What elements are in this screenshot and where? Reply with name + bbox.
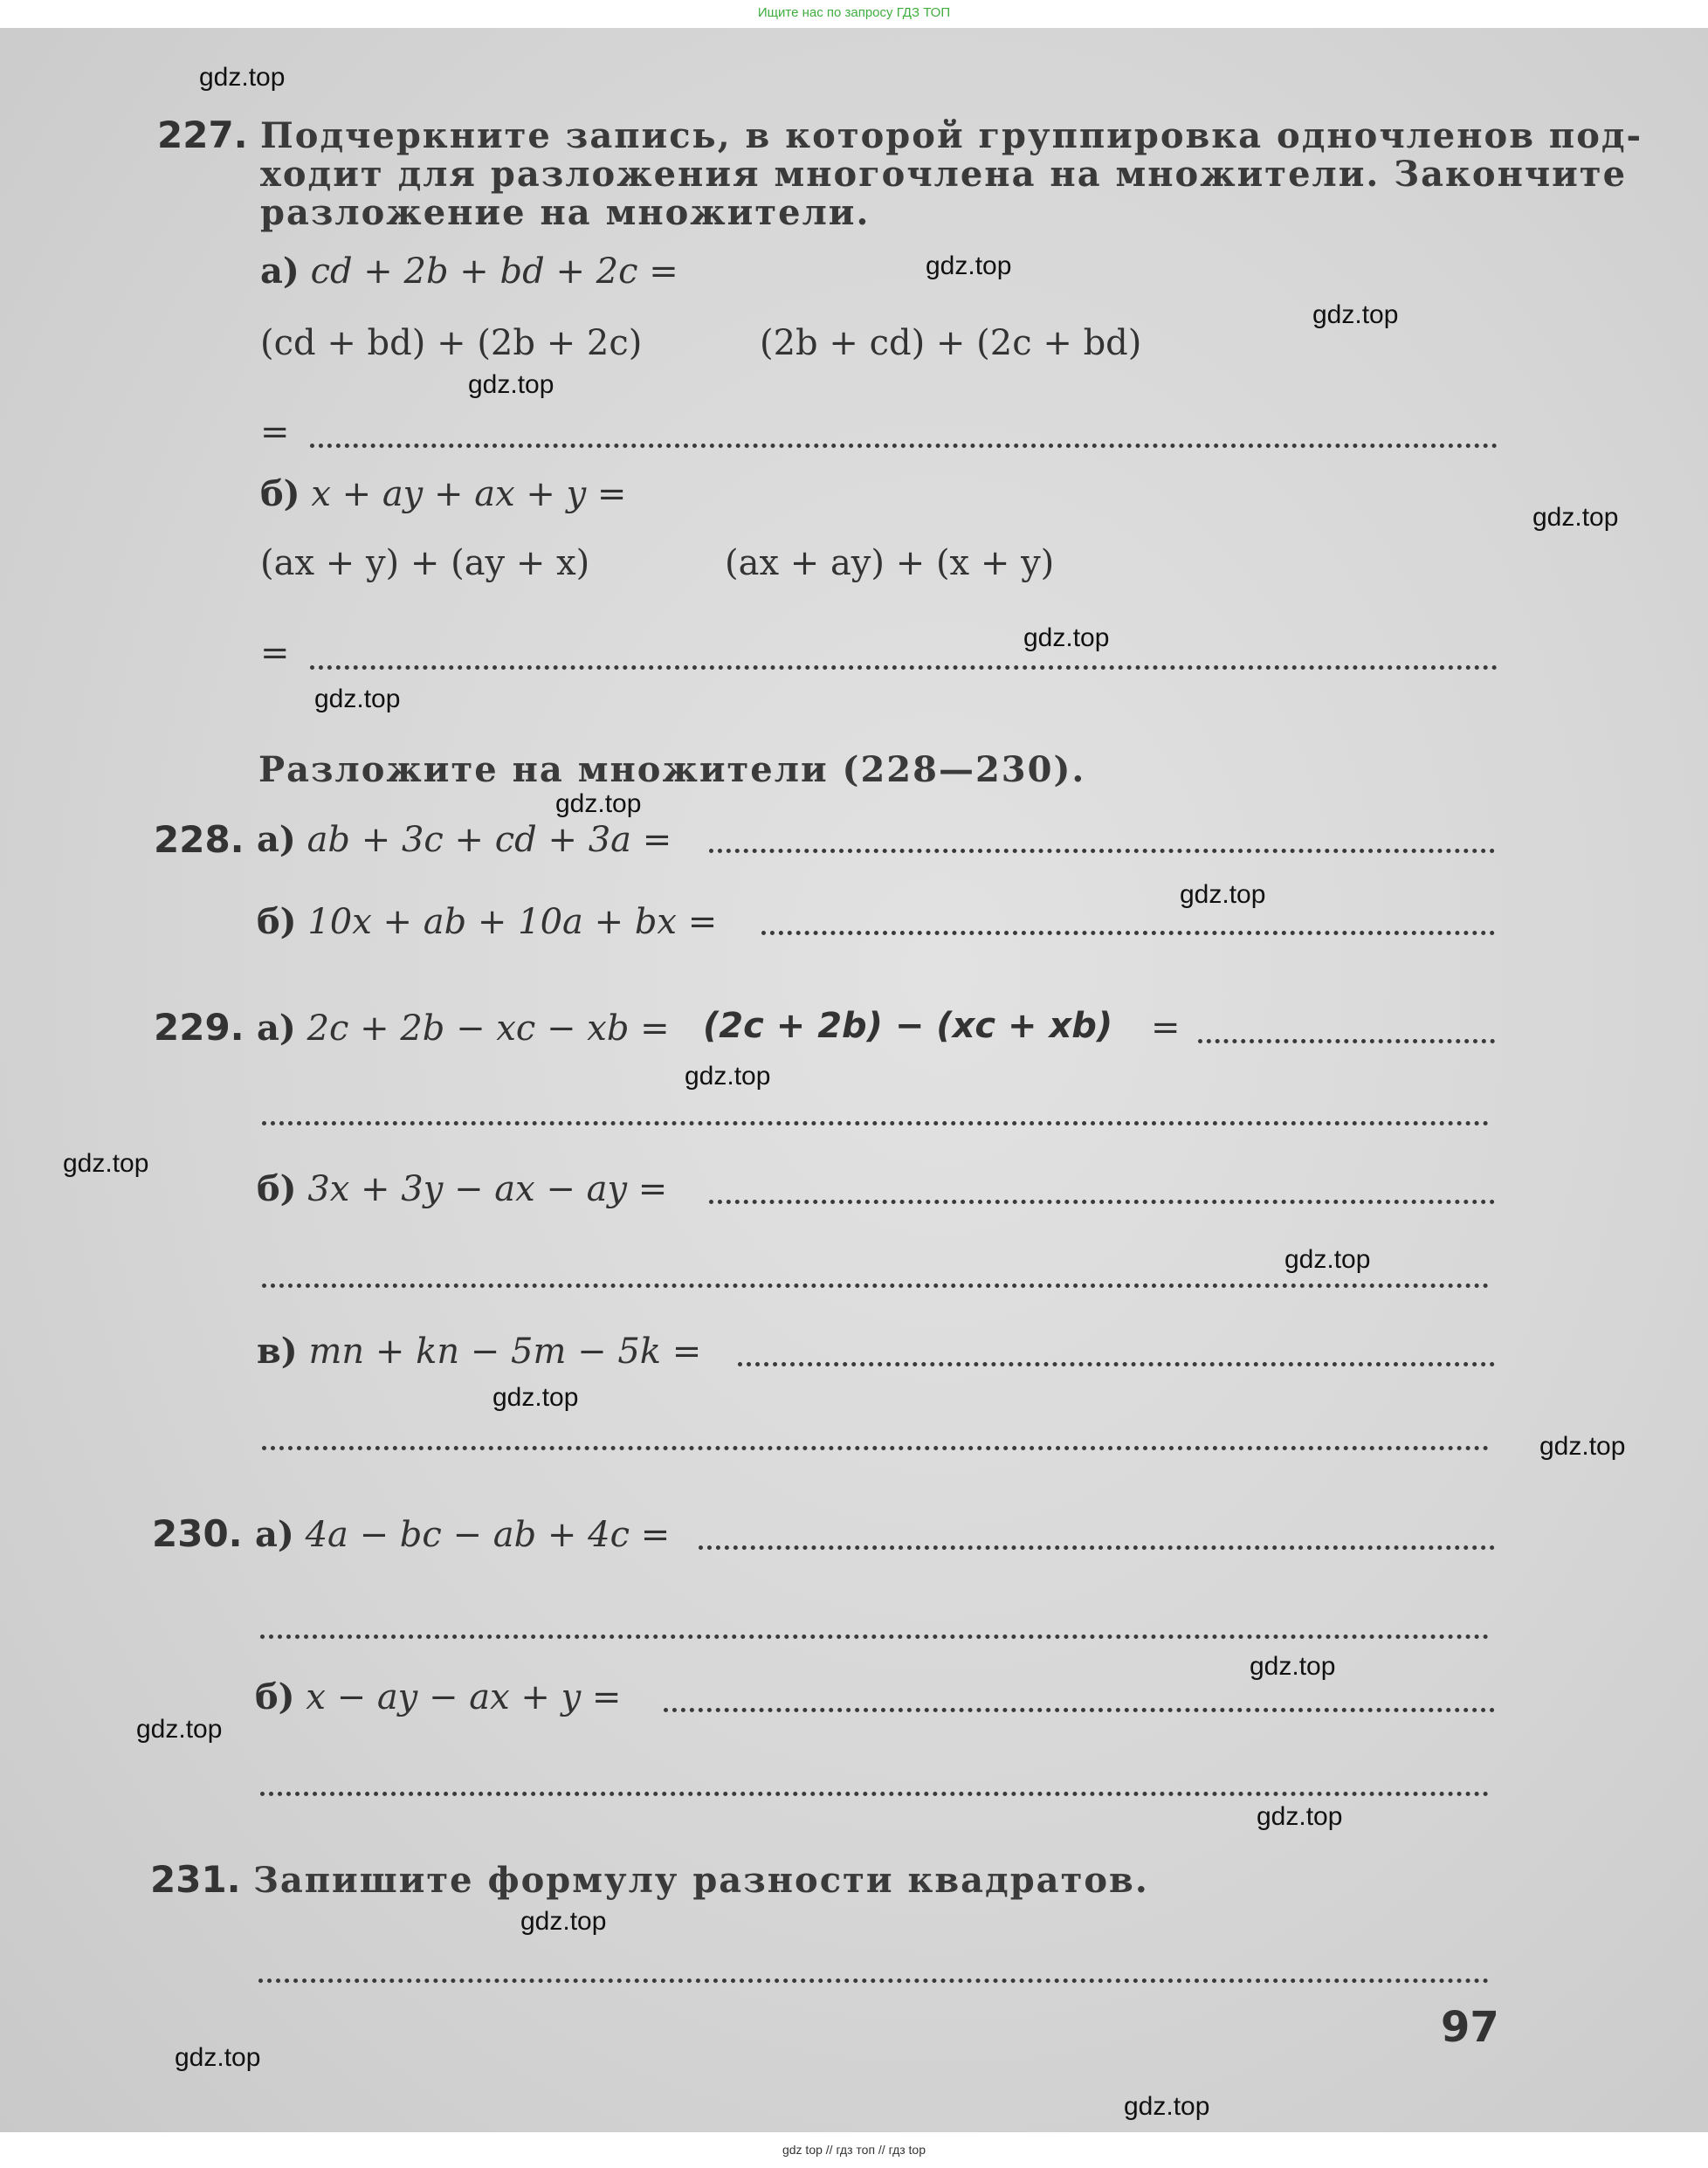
problem-231-answer-line[interactable] bbox=[258, 1970, 1489, 1983]
problem-230b-answer-line[interactable] bbox=[664, 1699, 1495, 1712]
watermark: gdz.top bbox=[926, 251, 1012, 280]
problem-227a-label: а) bbox=[260, 251, 300, 292]
watermark: gdz.top bbox=[1257, 1802, 1343, 1831]
problem-227b bbox=[260, 473, 626, 514]
watermark: gdz.top bbox=[492, 1383, 579, 1412]
problem-230a-label: а) bbox=[255, 1514, 294, 1555]
problem-227a-equals: = bbox=[260, 412, 290, 452]
top-banner: Ищите нас по запросу ГДЗ ТОП bbox=[757, 5, 951, 20]
watermark: gdz.top bbox=[63, 1149, 149, 1178]
problem-227b-option-2[interactable]: (ax + ay) + (x + y) bbox=[725, 543, 1055, 583]
problem-230a-answer-line[interactable] bbox=[699, 1537, 1495, 1550]
problem-228a-expression: ab + 3c + cd + 3a = bbox=[306, 820, 672, 860]
problem-227a-expression: cd + 2b + bd + 2c = bbox=[310, 251, 678, 292]
problem-228b-expression: 10x + ab + 10a + bx = bbox=[307, 902, 718, 942]
problem-228-number: 228. bbox=[154, 818, 244, 861]
watermark: gdz.top bbox=[468, 370, 554, 399]
problem-229a-handwritten-answer: (2c + 2b) − (xc + xb) bbox=[703, 1006, 1113, 1046]
problem-227-text-line-2: ходит для разложения многочлена на множители. Закончите bbox=[260, 154, 1628, 195]
problem-227-text-line-1: Подчеркните запись, в которой группировка одночленов под- bbox=[260, 115, 1643, 156]
problem-228a-label: а) bbox=[257, 819, 296, 860]
problem-230b-answer-line-2[interactable] bbox=[260, 1783, 1489, 1796]
watermark: gdz.top bbox=[1124, 2092, 1210, 2121]
watermark: gdz.top bbox=[1532, 503, 1619, 532]
problem-228b-answer-line[interactable] bbox=[761, 922, 1495, 935]
problem-227b-label: б) bbox=[260, 473, 300, 514]
instruction-228-230: Разложите на множители (228—230). bbox=[258, 749, 1086, 790]
watermark: gdz.top bbox=[199, 63, 286, 92]
problem-227-text-line-3: разложение на множители. bbox=[260, 192, 871, 233]
problem-229v-answer-line[interactable] bbox=[738, 1353, 1495, 1366]
problem-229b bbox=[257, 1168, 667, 1209]
problem-227a bbox=[260, 251, 678, 292]
workbook-page bbox=[0, 28, 1708, 2132]
problem-229a-answer-line-2[interactable] bbox=[262, 1112, 1489, 1125]
problem-229b-answer-line-2[interactable] bbox=[262, 1275, 1489, 1288]
problem-227b-answer-line[interactable] bbox=[310, 657, 1498, 670]
watermark: gdz.top bbox=[314, 685, 401, 713]
problem-228b-label: б) bbox=[257, 901, 297, 942]
problem-229b-expression: 3x + 3y − ax − ay = bbox=[307, 1169, 668, 1209]
problem-229v-expression: mn + kn − 5m − 5k = bbox=[308, 1332, 702, 1372]
problem-230a-answer-line-2[interactable] bbox=[260, 1626, 1489, 1639]
watermark: gdz.top bbox=[685, 1062, 771, 1091]
problem-227a-option-1[interactable]: (cd + bd) + (2b + 2c) bbox=[260, 323, 643, 363]
watermark: gdz.top bbox=[1180, 880, 1266, 909]
watermark: gdz.top bbox=[1284, 1245, 1371, 1274]
problem-228b bbox=[257, 901, 717, 942]
problem-229a-expression: 2c + 2b − xc − xb = bbox=[306, 1008, 670, 1049]
problem-229a-answer-line[interactable] bbox=[1198, 1030, 1495, 1043]
problem-229-number: 229. bbox=[154, 1006, 244, 1049]
problem-230a bbox=[255, 1514, 670, 1555]
problem-227a-option-2[interactable]: (2b + cd) + (2c + bd) bbox=[760, 323, 1142, 363]
problem-228a bbox=[257, 819, 671, 860]
problem-231-text: Запишите формулу разности квадратов. bbox=[253, 1860, 1149, 1901]
watermark: gdz.top bbox=[520, 1907, 607, 1936]
problem-229a bbox=[257, 1008, 670, 1049]
problem-227b-equals: = bbox=[260, 633, 290, 673]
problem-227b-expression: x + ay + ax + y = bbox=[311, 474, 627, 514]
bottom-banner: gdz top // гдз топ // гдз top bbox=[782, 2143, 926, 2157]
problem-229v-answer-line-2[interactable] bbox=[262, 1437, 1489, 1450]
problem-230b-label: б) bbox=[255, 1676, 295, 1717]
problem-229a-equals: = bbox=[1151, 1008, 1181, 1048]
watermark: gdz.top bbox=[1250, 1652, 1336, 1681]
problem-227b-option-1[interactable]: (ax + y) + (ay + x) bbox=[260, 543, 590, 583]
problem-231-number: 231. bbox=[150, 1858, 241, 1901]
problem-229b-answer-line[interactable] bbox=[709, 1191, 1495, 1204]
problem-229a-label: а) bbox=[257, 1008, 296, 1049]
problem-229b-label: б) bbox=[257, 1168, 297, 1209]
page-number: 97 bbox=[1441, 2003, 1499, 2052]
watermark: gdz.top bbox=[1312, 300, 1399, 329]
problem-229v-label: в) bbox=[257, 1331, 298, 1372]
problem-228a-answer-line[interactable] bbox=[709, 840, 1495, 853]
problem-227a-answer-line[interactable] bbox=[310, 435, 1498, 448]
watermark: gdz.top bbox=[555, 789, 642, 818]
problem-230-number: 230. bbox=[152, 1512, 243, 1555]
problem-230a-expression: 4a − bc − ab + 4c = bbox=[305, 1515, 671, 1555]
watermark: gdz.top bbox=[1023, 623, 1110, 652]
watermark: gdz.top bbox=[175, 2043, 261, 2072]
watermark: gdz.top bbox=[1539, 1432, 1626, 1461]
problem-227-number: 227. bbox=[157, 114, 248, 156]
problem-229v bbox=[257, 1331, 701, 1372]
problem-230b bbox=[255, 1676, 621, 1717]
watermark: gdz.top bbox=[136, 1715, 223, 1744]
problem-230b-expression: x − ay − ax + y = bbox=[306, 1677, 622, 1717]
